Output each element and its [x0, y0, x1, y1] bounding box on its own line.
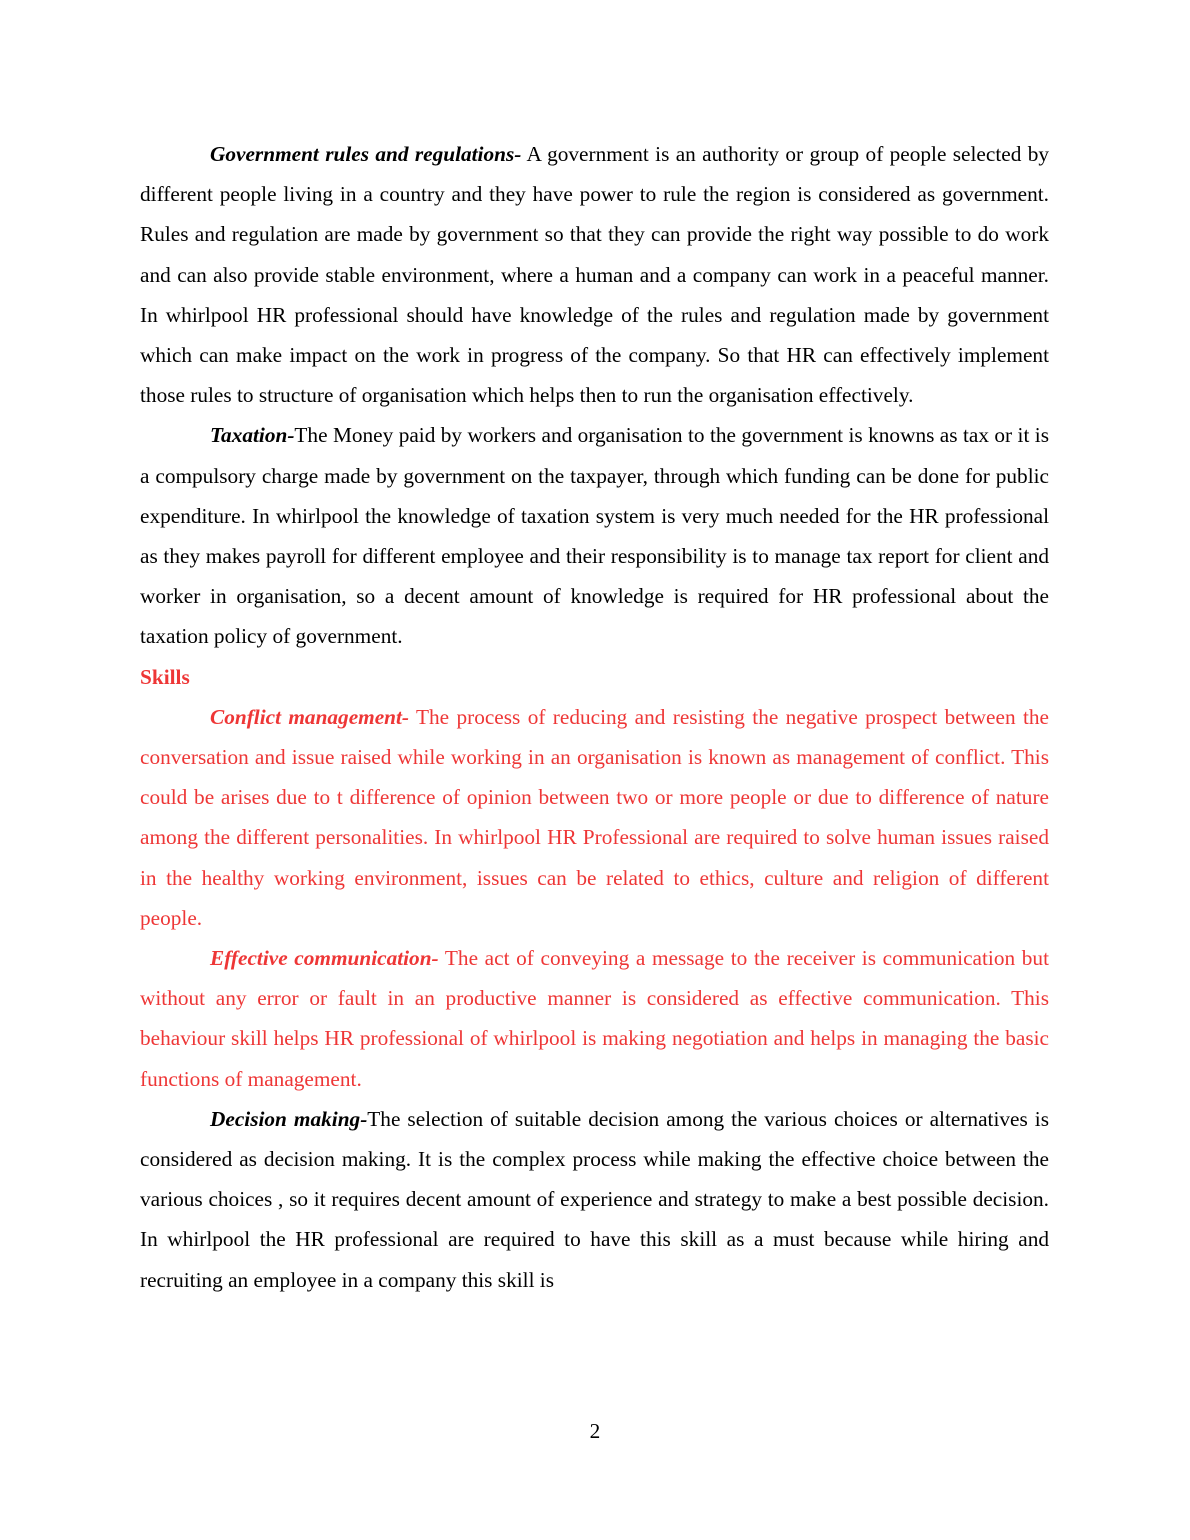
paragraph-government-rules	[140, 134, 1049, 415]
document-body	[140, 134, 1049, 1300]
paragraph-conflict-management	[140, 697, 1049, 938]
paragraph-government-rules-text: A government is an authority or group of people selected by different people living in a country and they have power to rule the region is considered as government. Rules and regulation are made by government so that they can provide the right way possible to do work and can also provide stable environment, where a human and a company can work in a peaceful manner. In whirlpool HR professional should have knowledge of the rules and regulation made by government which can make impact on the work in progress of the company. So that HR can effectively implement those rules to structure of organisation which helps then to run the organisation effectively.	[140, 142, 1049, 408]
term-decision-making: Decision making-	[210, 1106, 368, 1131]
paragraph-decision-making-text: The selection of suitable decision among the various choices or alternatives is considered as decision making. It is the complex process while making the effective choice between the various choices , so it requires decent amount of experience and strategy to make a best possible decision. In whirlpool the HR professional are required to have this skill as a must because while hiring and recruiting an employee in a company this skill is	[140, 1106, 1049, 1292]
paragraph-conflict-management-text: The process of reducing and resisting the negative prospect between the conversation and issue raised while working in an organisation is known as management of conflict. This could be arises due to t difference of opinion between two or more people or due to difference of nature among the different personalities. In whirlpool HR Professional are required to solve human issues raised in the healthy working environment, issues can be related to ethics, culture and religion of different people.	[140, 704, 1049, 930]
paragraph-taxation	[140, 415, 1049, 656]
page-number: 2	[589, 1419, 601, 1443]
paragraph-decision-making	[140, 1099, 1049, 1300]
term-taxation: Taxation-	[210, 423, 295, 448]
term-effective-communication: Effective communication-	[210, 946, 439, 971]
paragraph-effective-communication	[140, 938, 1049, 1099]
skills-heading: Skills	[140, 664, 190, 689]
paragraph-taxation-text: The Money paid by workers and organisation to the government is knowns as tax or it is a compulsory charge made by government on the taxpayer, through which funding can be done for public expenditure. In whirlpool the knowledge of taxation system is very much needed for the HR professional as they makes payroll for different employee and their responsibility is to manage tax report for client and worker in organisation, so a decent amount of knowledge is required for HR professional about the taxation policy of government.	[140, 423, 1049, 649]
term-conflict-management: Conflict management-	[210, 704, 410, 729]
term-government-rules: Government rules and regulations-	[210, 142, 522, 166]
paragraph-effective-communication-text: The act of conveying a message to the receiver is communication but without any error or fault in an productive manner is considered as effective communication. This behaviour skill helps HR professional of whirlpool is making negotiation and helps in managing the basic functions of management.	[140, 946, 1049, 1091]
